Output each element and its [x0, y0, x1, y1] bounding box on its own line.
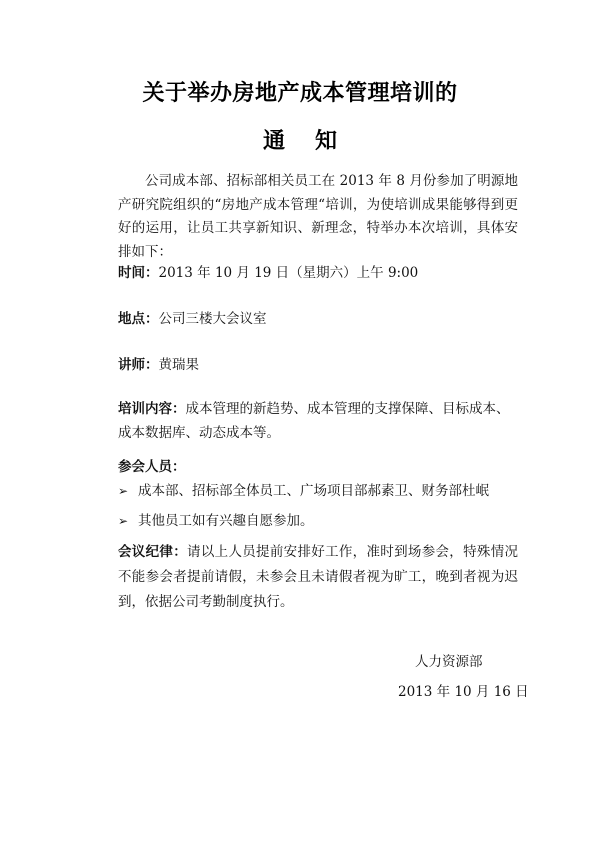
place-label: 地点：: [118, 311, 159, 327]
arrow-bullet-icon: ➢: [118, 514, 129, 528]
content-label: 培训内容：: [118, 401, 186, 417]
time-field: [118, 262, 518, 286]
discipline-label: 会议纪律：: [118, 544, 188, 560]
place-field: [118, 308, 518, 332]
arrow-bullet-icon: ➢: [118, 484, 129, 498]
discipline-value: 请以上人员提前安排好工作，准时到场参会，特殊情况不能参会者提前请假，未参会且未请假者视为旷工，晚到者视为迟到，依据公司考勤制度执行。: [118, 544, 519, 610]
content-field: [118, 398, 518, 445]
document-title: 关于举办房地产成本管理培训的: [142, 81, 458, 106]
intro-paragraph: 公司成本部、招标部相关员工在 2013 年 8 月份参加了明源地产研究院组织的“房地产成本管理“培训，为使培训成果能够得到更好的运用，让员工共享新知识、新理念，特举办本次培训，具体安排如下：: [118, 173, 518, 260]
lecturer-label: 讲师：: [118, 357, 159, 373]
list-item: [118, 480, 489, 504]
issuing-department: 人力资源部: [415, 654, 483, 670]
time-label: 时间：: [118, 265, 159, 281]
attendee-item: 其他员工如有兴趣自愿参加。: [138, 513, 314, 529]
lecturer-value: 黄瑞果: [158, 357, 199, 373]
issue-date: 2013 年 10 月 16 日: [398, 684, 529, 700]
list-item: [118, 510, 314, 534]
document-title-notice: 通知: [262, 129, 367, 154]
place-value: 公司三楼大会议室: [158, 311, 267, 327]
lecturer-field: [118, 354, 518, 378]
time-value: 2013 年 10 月 19 日（星期六）上午 9:00: [158, 265, 419, 281]
discipline-paragraph: [118, 540, 518, 615]
content-value: 成本管理的新趋势、成本管理的支撑保障、目标成本、成本数据库、动态成本等。: [118, 401, 510, 441]
attendees-label: 参会人员：: [118, 459, 186, 475]
attendee-item: 成本部、招标部全体员工、广场项目部郝素卫、财务部杜岷: [138, 483, 489, 499]
